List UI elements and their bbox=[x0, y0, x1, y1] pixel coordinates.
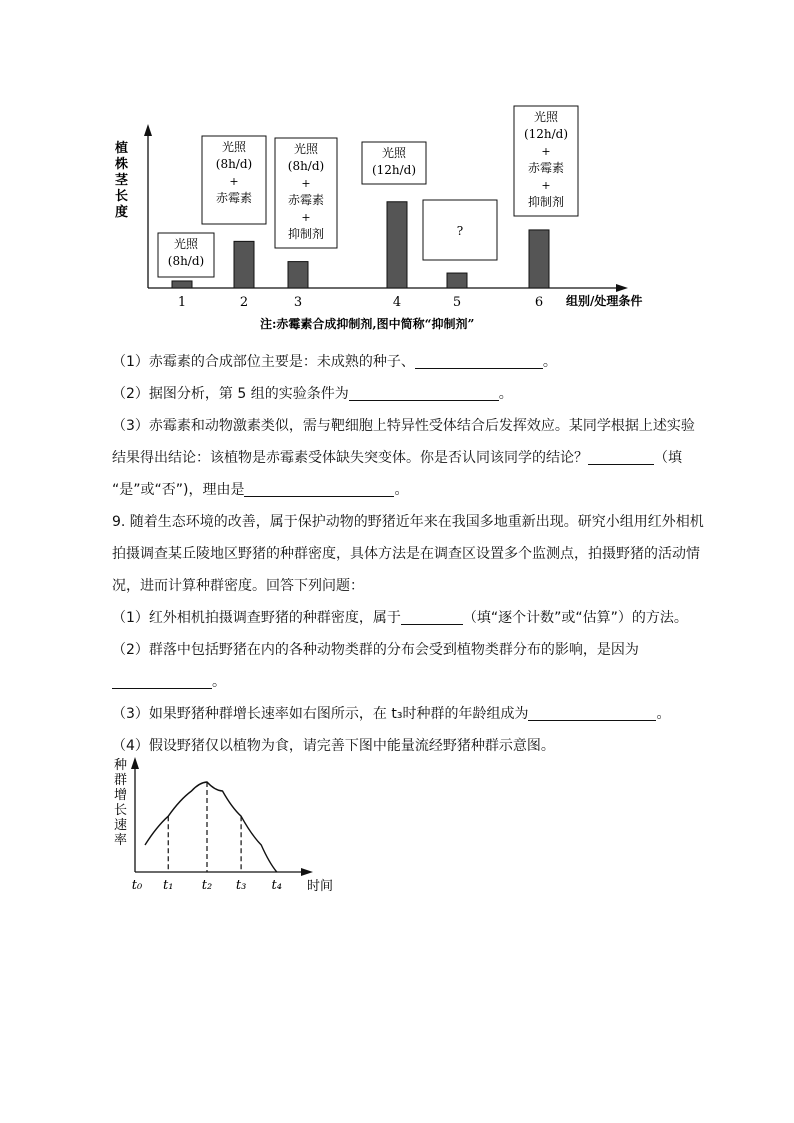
group-label: 5 bbox=[452, 295, 462, 310]
condition-text: 抑制剂 bbox=[287, 227, 325, 241]
time-label: t₂ bbox=[201, 878, 213, 893]
time-label: t₄ bbox=[271, 878, 282, 893]
condition-text: (8h/d) bbox=[167, 254, 205, 268]
answer-blank[interactable] bbox=[244, 481, 394, 497]
condition-text: + bbox=[541, 179, 551, 192]
question-9-intro-3: 况，进而计算种群密度。回答下列问题： bbox=[112, 578, 364, 594]
y-axis-label-char: 株 bbox=[115, 157, 129, 172]
figure-note: 注:赤霉素合成抑制剂,图中简称“抑制剂” bbox=[260, 317, 475, 331]
question-9-intro-2: 拍摄调查某丘陵地区野猪的种群密度，具体方法是在调查区设置多个监测点，拍摄野猪的活动情 bbox=[112, 546, 700, 562]
x-axis-arrow bbox=[616, 284, 628, 292]
growth-rate-chart bbox=[110, 755, 350, 900]
growth-curve bbox=[145, 782, 277, 872]
condition-text: 光照 bbox=[221, 140, 247, 154]
question-8-3-line2: 结果得出结论：该植物是赤霉素受体缺失突变体。你是否认同该同学的结论？ （填 bbox=[112, 450, 682, 466]
condition-text: (12h/d) bbox=[371, 163, 417, 177]
bar bbox=[529, 230, 549, 288]
y-axis-label-char: 率 bbox=[114, 833, 128, 848]
x-axis-label: 时间 bbox=[306, 879, 334, 894]
question-8-3-line1: （3）赤霉素和动物激素类似，需与靶细胞上特异性受体结合后发挥效应。某同学根据上述实验 bbox=[112, 418, 695, 434]
answer-blank[interactable] bbox=[349, 385, 499, 401]
group-label: 4 bbox=[392, 295, 402, 310]
group-label: 3 bbox=[293, 295, 303, 310]
question-8-1: （1）赤霉素的合成部位主要是：未成熟的种子、 。 bbox=[112, 354, 557, 370]
bar bbox=[288, 262, 308, 288]
y-axis-label-char: 长 bbox=[115, 189, 129, 204]
group-label: 2 bbox=[239, 295, 249, 310]
y-axis-arrow bbox=[144, 124, 152, 136]
q8-2-text: （2）据图分析，第 5 组的实验条件为 bbox=[112, 386, 349, 402]
condition-text: (8h/d) bbox=[287, 159, 325, 173]
time-label: t₁ bbox=[163, 878, 174, 893]
bar bbox=[234, 241, 254, 288]
answer-blank[interactable] bbox=[528, 705, 656, 721]
answer-blank[interactable] bbox=[588, 449, 654, 465]
condition-text: 光照 bbox=[533, 110, 559, 124]
condition-text: 光照 bbox=[293, 142, 319, 156]
bar bbox=[172, 281, 192, 288]
condition-text: (8h/d) bbox=[215, 157, 253, 171]
answer-blank[interactable] bbox=[112, 673, 212, 689]
time-label: t₃ bbox=[235, 878, 247, 893]
group-label: 6 bbox=[534, 295, 544, 310]
bar bbox=[447, 273, 467, 288]
y-axis-label-char: 速 bbox=[114, 818, 128, 833]
condition-text: + bbox=[541, 145, 551, 158]
question-8-2: （2）据图分析，第 5 组的实验条件为 。 bbox=[112, 386, 513, 402]
question-9-2-line1: （2）群落中包括野猪在内的各种动物类群的分布会受到植物类群分布的影响，是因为 bbox=[112, 642, 639, 658]
x-axis-label: 组别/处理条件 bbox=[566, 294, 643, 308]
question-9-intro-1: 9. 随着生态环境的改善，属于保护动物的野猪近年来在我国多地重新出现。研究小组用红外相机 bbox=[112, 514, 704, 530]
condition-text: + bbox=[229, 175, 239, 188]
question-9-2-line2: 。 bbox=[112, 672, 226, 692]
y-axis-label-char: 茎 bbox=[115, 173, 129, 188]
question-8-3-line3: “是”或“否”)，理由是 。 bbox=[112, 482, 409, 498]
y-axis-label-char: 群 bbox=[114, 773, 128, 788]
y-axis-label-char: 植 bbox=[115, 141, 129, 156]
condition-text: + bbox=[301, 211, 311, 224]
condition-text: 抑制剂 bbox=[527, 195, 565, 209]
answer-blank[interactable] bbox=[401, 609, 463, 625]
question-9-4: （4）假设野猪仅以植物为食，请完善下图中能量流经野猪种群示意图。 bbox=[112, 738, 555, 754]
condition-text: + bbox=[301, 177, 311, 190]
condition-text: 光照 bbox=[381, 146, 407, 160]
y-axis-label-char: 增 bbox=[114, 788, 128, 803]
y-axis-label-char: 长 bbox=[114, 803, 128, 818]
question-9-3: （3）如果野猪种群增长速率如右图所示，在 t₃时种群的年龄组成为 。 bbox=[112, 706, 671, 722]
x-axis-arrow bbox=[301, 868, 313, 876]
time-label: t₀ bbox=[131, 878, 143, 893]
condition-text: 赤霉素 bbox=[215, 191, 253, 205]
question-9-1: （1）红外相机拍摄调查野猪的种群密度，属于 （填“逐个计数”或“估算”）的方法。 bbox=[112, 610, 688, 626]
condition-text: ? bbox=[456, 224, 464, 238]
condition-text: 赤霉素 bbox=[287, 193, 325, 207]
condition-text: (12h/d) bbox=[523, 127, 569, 141]
condition-text: 光照 bbox=[173, 237, 199, 251]
y-axis-label-char: 度 bbox=[115, 205, 129, 220]
answer-blank[interactable] bbox=[415, 353, 543, 369]
group-label: 1 bbox=[177, 295, 187, 310]
bar bbox=[387, 202, 407, 288]
stem-length-chart bbox=[110, 100, 700, 340]
condition-text: 赤霉素 bbox=[527, 161, 565, 175]
y-axis-arrow bbox=[131, 757, 139, 769]
y-axis-label-char: 种 bbox=[114, 758, 128, 773]
q8-1-text: （1）赤霉素的合成部位主要是：未成熟的种子、 bbox=[112, 354, 415, 370]
